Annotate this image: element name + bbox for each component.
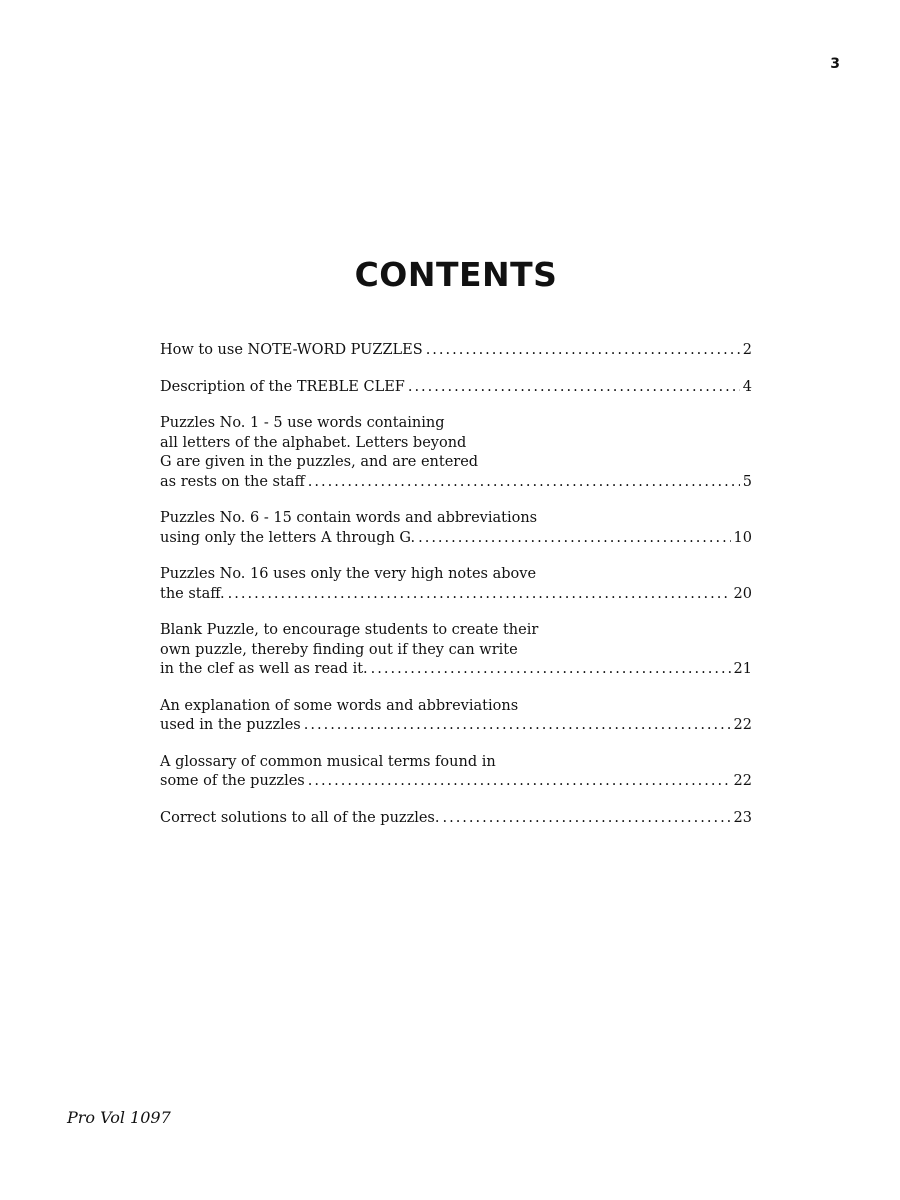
toc-entry-puzzles-1-5[interactable] xyxy=(160,414,752,492)
dot-leader xyxy=(423,341,740,361)
toc-entry-text: G are given in the puzzles, and are entered xyxy=(160,454,479,470)
toc-entry-text: An explanation of some words and abbreviations xyxy=(160,697,519,714)
toc-entry-text: Correct solutions to all of the puzzles. xyxy=(160,809,440,826)
toc-entry-text: all letters of the alphabet. Letters beyond xyxy=(160,434,467,451)
toc-entry-blank-puzzle[interactable] xyxy=(160,621,752,680)
toc-entry-text: Blank Puzzle, to encourage students to create their xyxy=(160,622,539,638)
toc-page-number: 21 xyxy=(733,661,752,677)
toc-entry-text: used in the puzzles xyxy=(160,717,301,733)
dot-leader xyxy=(301,716,731,736)
toc-page-number: 4 xyxy=(742,378,752,395)
toc-entry-text: some of the puzzles xyxy=(160,773,305,789)
toc-page-number: 10 xyxy=(733,529,752,546)
toc-entry-how-to-use[interactable] xyxy=(160,341,752,361)
dot-leader xyxy=(225,585,731,605)
toc-entry-text: using only the letters A through G. xyxy=(160,529,416,546)
page-number: 3 xyxy=(830,56,840,72)
table-of-contents xyxy=(160,341,752,845)
toc-entry-puzzles-6-15[interactable] xyxy=(160,509,752,548)
dot-leader xyxy=(368,660,731,680)
toc-entry-text: Description of the TREBLE CLEF xyxy=(160,378,405,395)
toc-entry-solutions[interactable] xyxy=(160,809,752,829)
toc-entry-glossary[interactable] xyxy=(160,753,752,792)
toc-entry-text: Puzzles No. 16 uses only the very high notes above xyxy=(160,566,537,582)
dot-leader xyxy=(305,772,731,792)
dot-leader xyxy=(305,473,740,493)
toc-page-number: 22 xyxy=(733,773,752,789)
dot-leader xyxy=(415,529,730,549)
toc-entry-explanation[interactable] xyxy=(160,697,752,736)
toc-entry-text: Puzzles No. 1 - 5 use words containing xyxy=(160,415,445,431)
toc-entry-text: How to use NOTE-WORD PUZZLES xyxy=(160,342,423,358)
toc-page-number: 23 xyxy=(733,809,752,826)
page-title: CONTENTS xyxy=(354,255,558,294)
toc-entry-text: the staff. xyxy=(160,585,225,602)
toc-page-number: 20 xyxy=(733,585,752,602)
dot-leader xyxy=(439,809,730,829)
catalog-footer: Pro Vol 1097 xyxy=(67,1108,171,1127)
toc-entry-text: as rests on the staff xyxy=(160,473,305,490)
toc-entry-text: own puzzle, thereby finding out if they can write xyxy=(160,641,518,658)
toc-entry-text: Puzzles No. 6 - 15 contain words and abbreviations xyxy=(160,510,538,526)
dot-leader xyxy=(405,378,740,398)
toc-page-number: 22 xyxy=(733,717,752,733)
toc-entry-puzzle-16[interactable] xyxy=(160,565,752,604)
toc-entry-text: in the clef as well as read it. xyxy=(160,661,368,677)
toc-page-number: 2 xyxy=(742,342,752,358)
toc-page-number: 5 xyxy=(742,473,752,490)
toc-entry-treble-clef[interactable] xyxy=(160,378,752,398)
toc-entry-text: A glossary of common musical terms found in xyxy=(160,753,496,770)
